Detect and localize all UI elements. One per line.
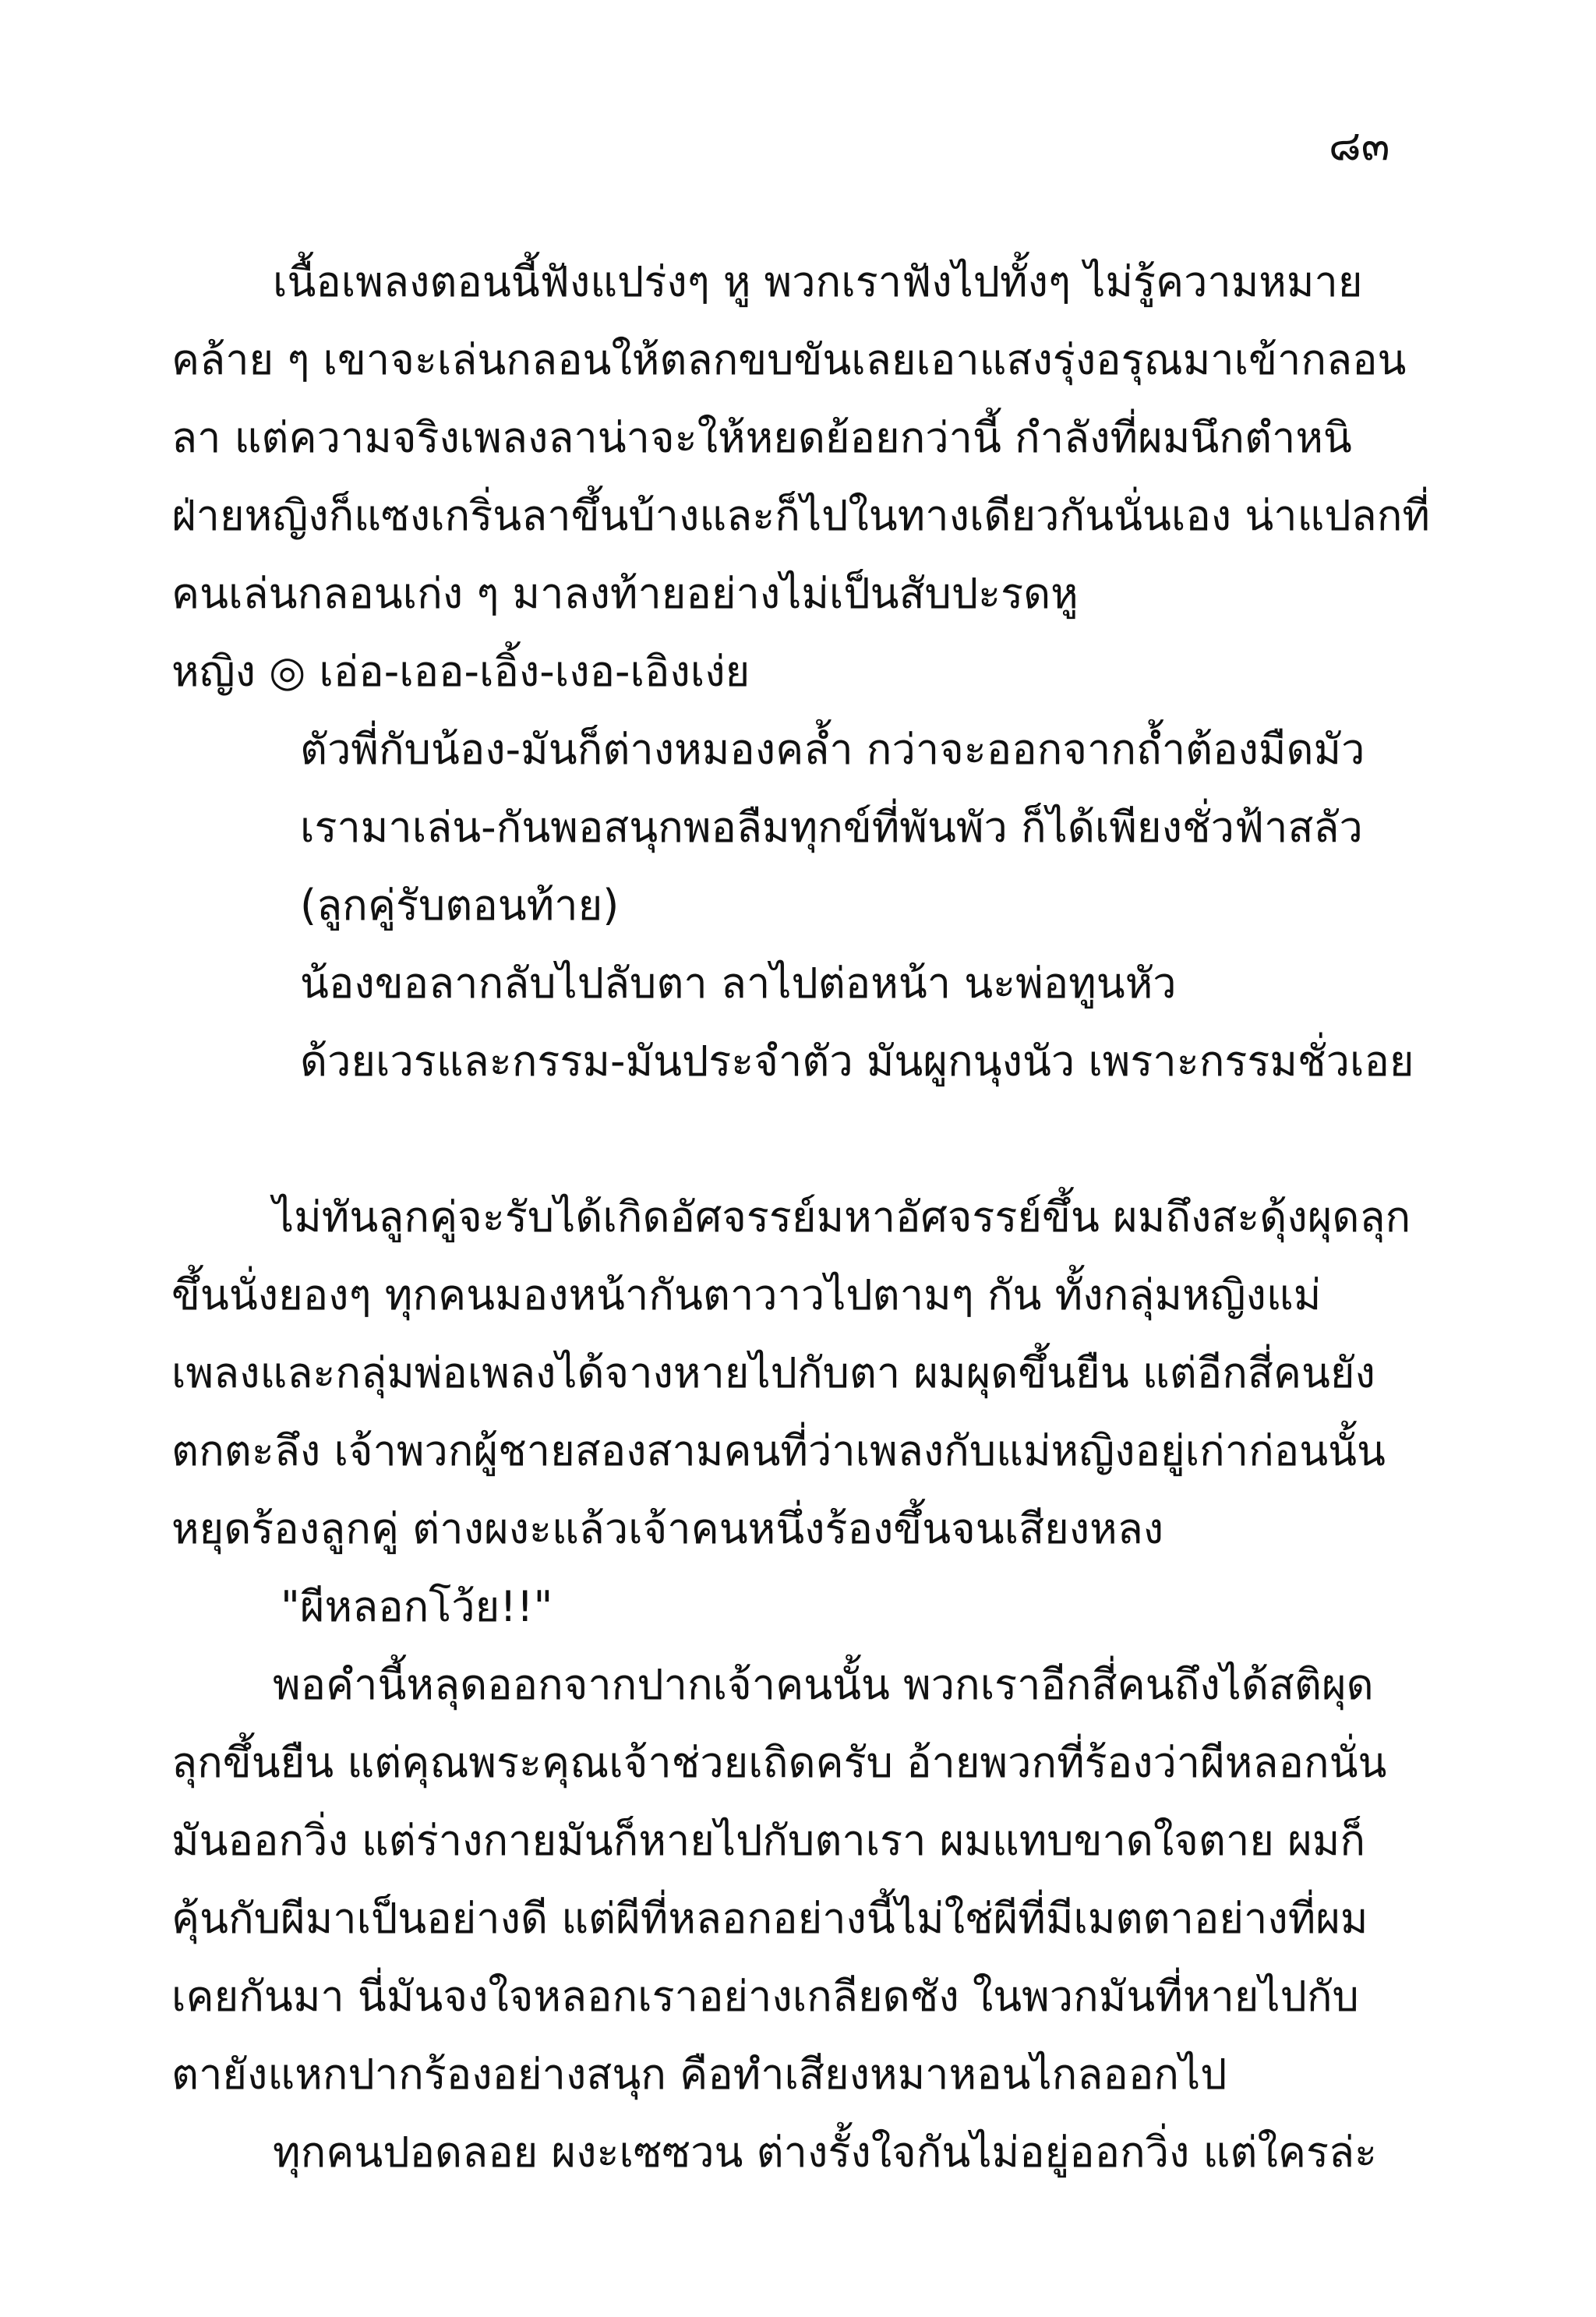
paragraph-line: ตายังแหกปากร้องอย่างสนุก คือทำเสียงหมาหอนไกลออกไป (171, 2050, 1227, 2099)
paragraph-line: เพลงและกลุ่มพ่อเพลงได้จางหายไปกับตา ผมผุดขึ้นยืน แต่อีกสี่คนยัง (171, 1348, 1375, 1397)
paragraph-line: ไม่ทันลูกคู่จะรับได้เกิดอัศจรรย์มหาอัศจรรย์ขึ้น ผมถึงสะดุ้งผุดลุก (273, 1192, 1411, 1242)
paragraph-line: คล้าย ๆ เขาจะเล่นกลอนให้ตลกขบขันเลยเอาแสงรุ่งอรุณมาเข้ากลอน (171, 335, 1407, 384)
paragraph-line: ทุกคนปอดลอย ผงะเซซวน ต่างรั้งใจกันไม่อยู่ออกวิ่ง แต่ใครล่ะ (273, 2128, 1378, 2177)
page-number: ๘๓ (1329, 121, 1390, 170)
quote-line: "ผีหลอกโว้ย!!" (281, 1582, 553, 1631)
paragraph-line: เนื้อเพลงตอนนี้ฟังแปร่งๆ หู พวกเราฟังไปทั้งๆ ไม่รู้ความหมาย (273, 257, 1363, 306)
paragraph-line: ลา แต่ความจริงเพลงลาน่าจะให้หยดย้อยกว่านี้ กำลังที่ผมนึกตำหนิ (171, 413, 1352, 462)
paragraph-line: คุ้นกับผีมาเป็นอย่างดี แต่ผีที่หลอกอย่างนี้ไม่ใช่ผีที่มีเมตตาอย่างที่ผม (171, 1894, 1368, 1943)
paragraph-line: ตกตะลึง เจ้าพวกผู้ชายสองสามคนที่ว่าเพลงกับแม่หญิงอยู่เก่าก่อนนั้น (171, 1426, 1386, 1475)
paragraph-line: คนเล่นกลอนเก่ง ๆ มาลงท้ายอย่างไม่เป็นสับปะรดหู (171, 569, 1079, 618)
verse-line: ด้วยเวรและกรรม-มันประจำตัว มันผูกนุงนัว เพราะกรรมชั่วเอย (300, 1037, 1414, 1086)
verse-line: (ลูกคู่รับตอนท้าย) (300, 881, 620, 930)
paragraph-line: ลุกขึ้นยืน แต่คุณพระคุณเจ้าช่วยเถิดครับ อ้ายพวกที่ร้องว่าผีหลอกนั่น (171, 1738, 1387, 1787)
paragraph-line: ขึ้นนั่งยองๆ ทุกคนมองหน้ากันตาวาวไปตามๆ กัน ทั้งกลุ่มหญิงแม่ (171, 1270, 1322, 1319)
verse-line: ตัวพี่กับน้อง-มันก็ต่างหมองคล้ำ กว่าจะออกจากถ้ำต้องมืดมัว (300, 725, 1365, 774)
verse-line: เรามาเล่น-กันพอสนุกพอลืมทุกข์ที่พันพัว ก็ได้เพียงชั่วฟ้าสลัว (300, 803, 1363, 852)
paragraph-line: พอคำนี้หลุดออกจากปากเจ้าคนนั้น พวกเราอีกสี่คนถึงได้สติผุด (273, 1660, 1374, 1709)
speaker-line: หญิง ◎ เอ่อ-เออ-เอิ้ง-เงอ-เอิงเง่ย (171, 647, 750, 696)
paragraph-line: มันออกวิ่ง แต่ร่างกายมันก็หายไปกับตาเรา ผมแทบขาดใจตาย ผมก็ (171, 1816, 1366, 1865)
paragraph-line: เคยกันมา นี่มันจงใจหลอกเราอย่างเกลียดชัง ในพวกมันที่หายไปกับ (171, 1972, 1359, 2021)
verse-line: น้องขอลากลับไปลับตา ลาไปต่อหน้า นะพ่อทูนหัว (300, 959, 1177, 1008)
paragraph-line: ฝ่ายหญิงก็แซงเกริ่นลาขึ้นบ้างและก็ไปในทางเดียวกันนั่นเอง น่าแปลกที่ (171, 491, 1431, 540)
paragraph-line: หยุดร้องลูกคู่ ต่างผงะแล้วเจ้าคนหนึ่งร้องขึ้นจนเสียงหลง (171, 1504, 1164, 1553)
